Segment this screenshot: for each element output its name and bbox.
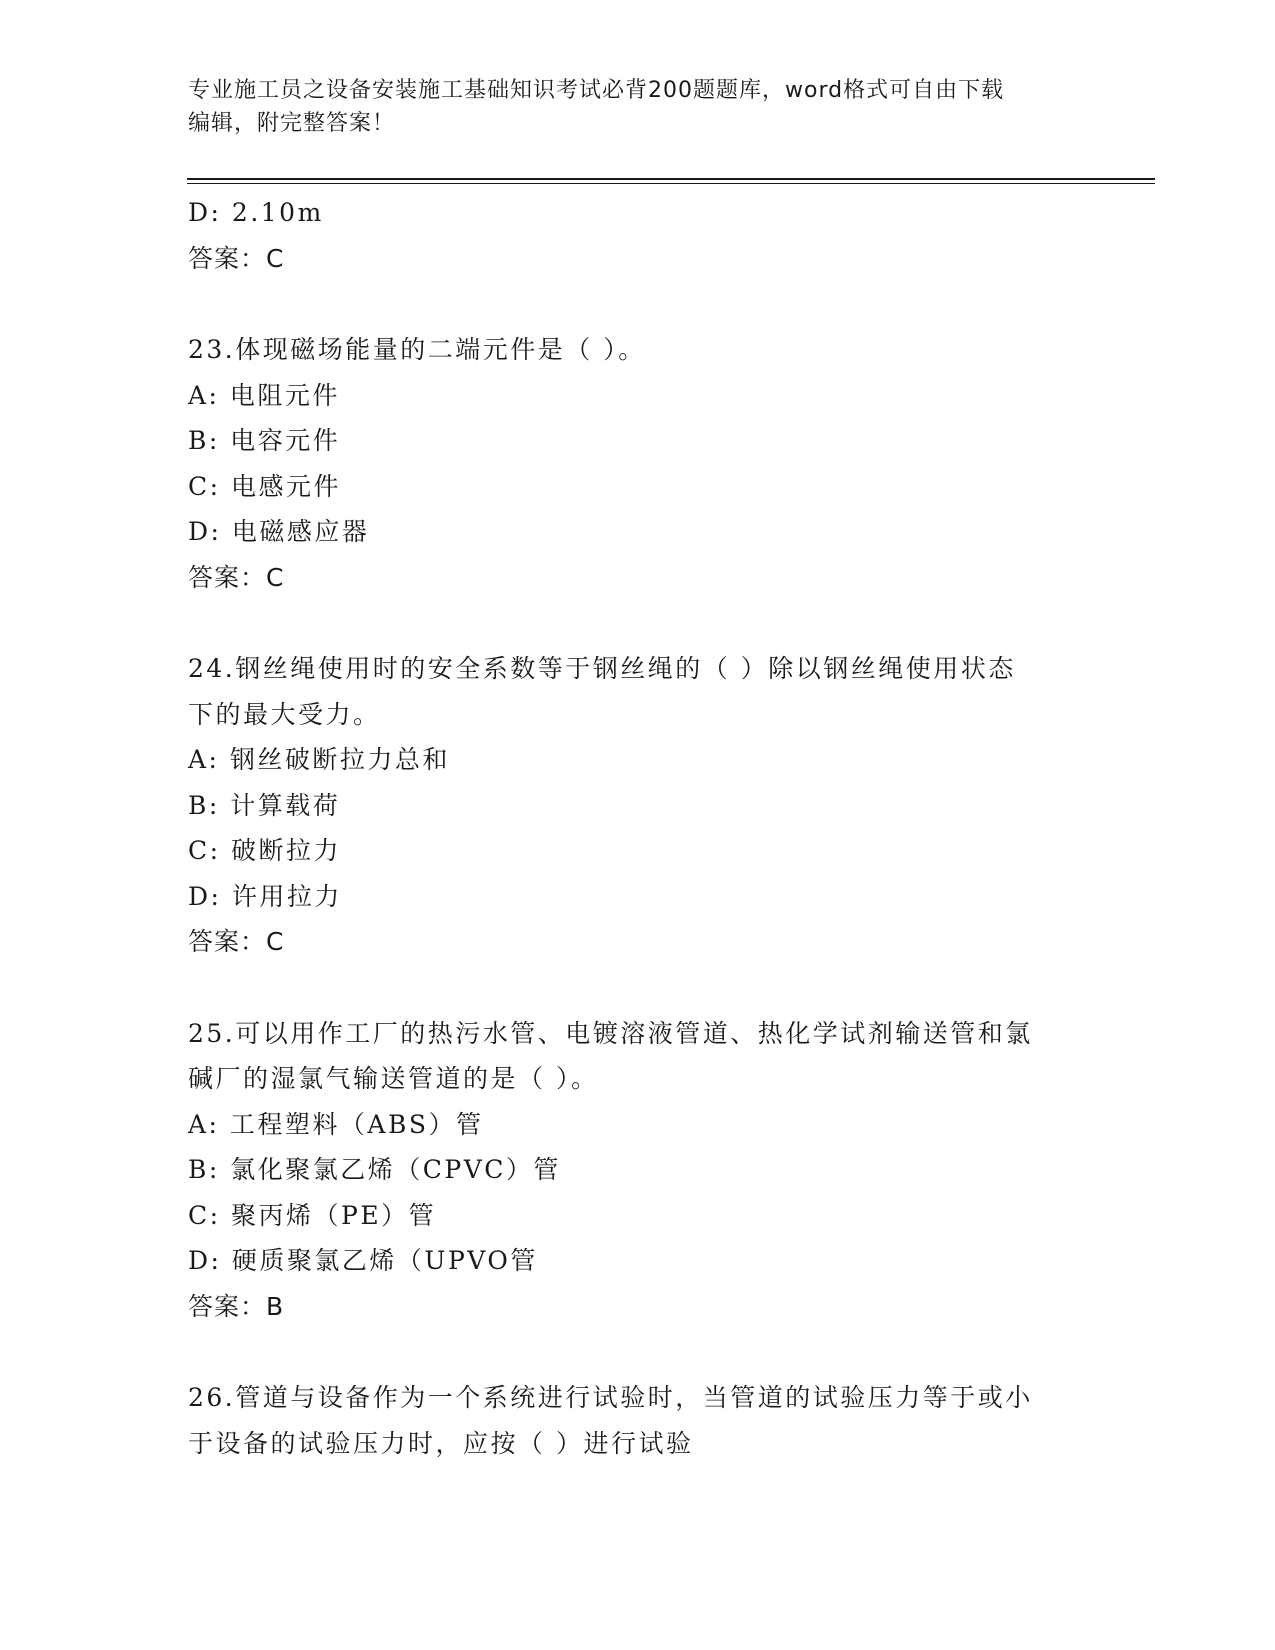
spacer: [188, 965, 1088, 1011]
header-line-2: 编辑，附完整答案！: [188, 111, 396, 136]
question-stem: 25.可以用作工厂的热污水管、电镀溶液管道、热化学试剂输送管和氯: [188, 1018, 1033, 1048]
option-a: A: 钢丝破断拉力总和: [188, 745, 450, 774]
option-d: D: 电磁感应器: [188, 517, 370, 546]
option-b: B: 计算载荷: [188, 790, 341, 820]
spacer: [188, 600, 1088, 646]
option-b: B: 电容元件: [188, 426, 341, 455]
answer-line: 答案：B: [188, 1291, 285, 1321]
option-b: B: 氯化聚氯乙烯（CPVC）管: [188, 1155, 561, 1184]
header-divider-thick: [187, 178, 1155, 180]
question-stem: 23.体现磁场能量的二端元件是（ ）。: [188, 335, 646, 364]
question-stem-continued: 于设备的试验压力时，应按（ ）进行试验: [188, 1428, 694, 1458]
spacer: [188, 1329, 1088, 1375]
question-block-23: [188, 327, 1088, 600]
answer-line: 答案：C: [188, 562, 285, 592]
question-stem: 26.管道与设备作为一个系统进行试验时，当管道的试验压力等于或小: [188, 1383, 1033, 1412]
option-a: A: 电阻元件: [188, 380, 340, 410]
option-c: C: 破断拉力: [188, 836, 341, 865]
answer-line: 答案：C: [188, 927, 285, 956]
option-a: A: 工程塑料（ABS）管: [188, 1109, 484, 1139]
option-d: D: 硬质聚氯乙烯（UPVO管: [188, 1246, 538, 1275]
header-line-1: 专业施工员之设备安装施工基础知识考试必背200题题库，word格式可自由下载: [188, 78, 1005, 103]
header-divider-thin: [187, 183, 1155, 184]
document-header: [188, 74, 1088, 140]
document-body: [188, 190, 1088, 1466]
option-c: C: 聚丙烯（PE）管: [188, 1200, 437, 1230]
option-c: C: 电感元件: [188, 471, 341, 501]
question-stem-continued: 下的最大受力。: [188, 699, 381, 729]
question-stem: 24.钢丝绳使用时的安全系数等于钢丝绳的（ ）除以钢丝绳使用状态: [188, 654, 1016, 683]
question-block-24: [188, 646, 1088, 965]
question-stem-continued: 碱厂的湿氯气输送管道的是（ ）。: [188, 1064, 599, 1093]
option-d: D: 2.10m: [188, 198, 324, 227]
question-block-25: [188, 1011, 1088, 1330]
spacer: [188, 281, 1088, 327]
option-d: D: 许用拉力: [188, 881, 342, 911]
answer-line: 答案：C: [188, 243, 285, 273]
question-block-26: [188, 1375, 1088, 1466]
